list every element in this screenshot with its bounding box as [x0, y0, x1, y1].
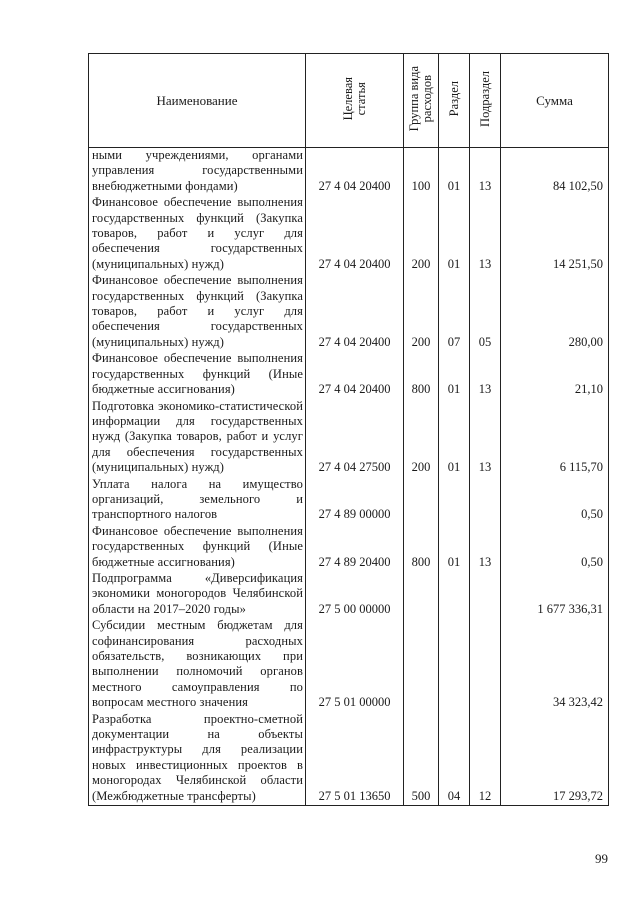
row-name: Подпрограмма «Диверсификация экономики моногородов Челябинской области на 2017–2020 годы» [89, 571, 306, 618]
row-target: 27 4 89 20400 [306, 524, 404, 571]
row-sum: 14 251,50 [501, 195, 609, 273]
table-row [89, 524, 609, 571]
row-name: Уплата налога на имущество организаций, земельного и транспортного налогов [89, 477, 306, 524]
row-group: 500 [404, 712, 439, 806]
row-name: ными учреждениями, органами управления государственными внебюджетными фондами) [89, 148, 306, 196]
row-target: 27 4 89 00000 [306, 477, 404, 524]
row-name: Финансовое обеспечение выполнения государственных функций (Закупка товаров, работ и услуг для обеспечения государственных (муниципальных) нужд) [89, 195, 306, 273]
header-name: Наименование [89, 54, 306, 148]
row-section: 07 [439, 273, 470, 351]
row-target: 27 4 04 20400 [306, 148, 404, 196]
row-name: Финансовое обеспечение выполнения государственных функций (Иные бюджетные ассигнования) [89, 351, 306, 398]
table-row [89, 195, 609, 273]
row-sum: 21,10 [501, 351, 609, 398]
header-target: Целевая статья [306, 54, 404, 148]
row-sum: 1 677 336,31 [501, 571, 609, 618]
row-subsection [470, 477, 501, 524]
row-group: 200 [404, 399, 439, 477]
row-section: 01 [439, 524, 470, 571]
row-subsection: 13 [470, 195, 501, 273]
table-row [89, 148, 609, 196]
row-subsection: 13 [470, 148, 501, 196]
row-section: 01 [439, 195, 470, 273]
row-target: 27 4 04 27500 [306, 399, 404, 477]
table-row [89, 712, 609, 806]
row-section [439, 571, 470, 618]
row-name: Финансовое обеспечение выполнения государственных функций (Закупка товаров, работ и услуг для обеспечения государственных (муниципальных) нужд) [89, 273, 306, 351]
row-section [439, 477, 470, 524]
row-group: 200 [404, 195, 439, 273]
row-sum: 280,00 [501, 273, 609, 351]
row-target: 27 5 01 13650 [306, 712, 404, 806]
row-section: 04 [439, 712, 470, 806]
row-target: 27 5 01 00000 [306, 618, 404, 711]
row-group: 100 [404, 148, 439, 196]
row-section: 01 [439, 399, 470, 477]
row-group: 200 [404, 273, 439, 351]
row-name: Подготовка экономико-статистической информации для государственных нужд (Закупка товаров, работ и услуг для обеспечения государственных (муниципальных) нужд) [89, 399, 306, 477]
row-group: 800 [404, 351, 439, 398]
row-sum: 6 115,70 [501, 399, 609, 477]
header-section: Раздел [439, 54, 470, 148]
row-group [404, 618, 439, 711]
row-subsection [470, 571, 501, 618]
table-row [89, 351, 609, 398]
table-body [89, 148, 609, 806]
row-subsection: 13 [470, 351, 501, 398]
row-target: 27 4 04 20400 [306, 351, 404, 398]
header-subsection: Подраздел [470, 54, 501, 148]
row-name: Субсидии местным бюджетам для софинансирования расходных обязательств, возникающих при выполнении полномочий органов местного самоуправления по вопросам местного значения [89, 618, 306, 711]
table-row [89, 399, 609, 477]
table-header [89, 54, 609, 148]
row-sum: 84 102,50 [501, 148, 609, 196]
table-row [89, 477, 609, 524]
header-group: Группа вида расходов [404, 54, 439, 148]
table-row [89, 273, 609, 351]
row-subsection: 12 [470, 712, 501, 806]
row-group [404, 477, 439, 524]
row-subsection: 05 [470, 273, 501, 351]
table-row [89, 618, 609, 711]
row-target: 27 4 04 20400 [306, 273, 404, 351]
row-sum: 34 323,42 [501, 618, 609, 711]
row-group [404, 571, 439, 618]
page-number: 99 [595, 851, 608, 866]
row-sum: 0,50 [501, 524, 609, 571]
row-sum: 0,50 [501, 477, 609, 524]
row-section: 01 [439, 148, 470, 196]
row-subsection [470, 618, 501, 711]
row-section [439, 618, 470, 711]
row-target: 27 5 00 00000 [306, 571, 404, 618]
budget-table [88, 53, 609, 806]
row-subsection: 13 [470, 524, 501, 571]
table-row [89, 571, 609, 618]
row-name: Разработка проектно-сметной документации на объекты инфраструктуры для реализации новых инвестиционных проектов в моногородах Челябинской области (Межбюджетные трансферты) [89, 712, 306, 806]
row-target: 27 4 04 20400 [306, 195, 404, 273]
row-sum: 17 293,72 [501, 712, 609, 806]
row-group: 800 [404, 524, 439, 571]
row-section: 01 [439, 351, 470, 398]
row-name: Финансовое обеспечение выполнения государственных функций (Иные бюджетные ассигнования) [89, 524, 306, 571]
header-sum: Сумма [501, 54, 609, 148]
row-subsection: 13 [470, 399, 501, 477]
